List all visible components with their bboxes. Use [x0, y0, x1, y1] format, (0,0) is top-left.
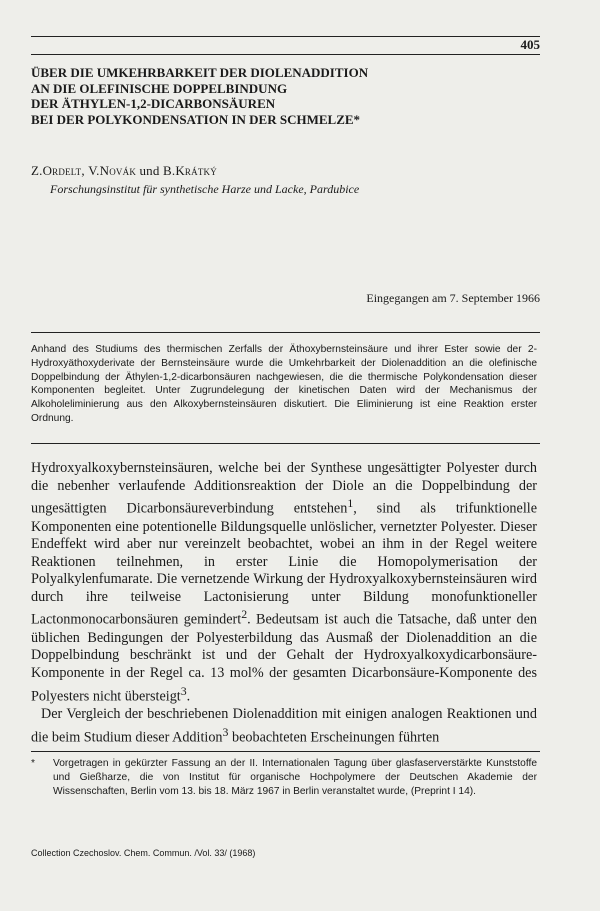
citation-ref: 3	[222, 724, 229, 739]
abstract-rule-bottom	[31, 443, 540, 444]
author-name: V.Novák	[88, 163, 137, 178]
text-run: Der Vergleich der beschriebenen Diolenaddition mit einigen analogen Reaktionen und die beim Studium dieser Addition	[31, 705, 537, 746]
body-paragraph	[31, 460, 537, 706]
affiliation: Forschungsinstitut für synthetische Harze und Lacke, Pardubice	[50, 182, 360, 196]
footnote-rule	[31, 751, 540, 752]
title-line: AN DIE OLEFINISCHE DOPPELBINDUNG	[31, 80, 288, 96]
text-run: .	[186, 688, 191, 705]
text-run: beobachteten Erscheinungen führten	[228, 729, 440, 746]
header-rule-bottom	[31, 54, 540, 55]
page-number: 405	[520, 37, 540, 52]
title-line: BEI DER POLYKONDENSATION IN DER SCHMELZE*	[31, 111, 361, 127]
text-run: Hydroxyalkoxybernsteinsäuren, welche bei der Synthese ungesättigter Polyester durch die nebenher verlaufende Additionsreaktion der Diole an die Doppelbindung der ungesättigten Dicarbonsäureverbindung entstehen	[31, 460, 537, 517]
received-date: Eingegangen am 7. September 1966	[366, 291, 540, 305]
title-line: ÜBER DIE UMKEHRBARKEIT DER DIOLENADDITION	[31, 65, 369, 80]
citation-ref: 2	[241, 607, 248, 622]
author-name: Z.Ordelt	[31, 163, 82, 178]
article-title	[31, 65, 531, 127]
citation-ref: 3	[180, 683, 187, 698]
text-run: , sind als trifunktionelle Komponenten eine potentionelle Bildungsquelle unlöslicher, vernetzter Polyester. Dieser Endeffekt wird aber nur vereinzelt beobachtet, wobei an ihm in der Regel weitere Reaktionen teilnehmen, in erster Linie die Homopolymerisation der Polyalkylenfumarate. Die vernetzende Wirkung der Hydroxyalkoxybernsteinsäuren wird durch ihre teilweise Lactonisierung unter Bildung monofunktioneller Lactonmonocarbonsäuren gemindert	[31, 500, 537, 629]
author-separator: ,	[81, 163, 89, 178]
journal-reference: Collection Czechoslov. Chem. Commun. /Vol. 33/ (1968)	[31, 848, 256, 858]
footnote-text: Vorgetragen in gekürzter Fassung an der II. Internationalen Tagung über glasfaserverstärkte Kunststoffe und Gießharze, die von Institut für organische Hochpolymere der Deutschen Akademie der Wissenschaften, Berlin vom 13. bis 18. März 1967 in Berlin veranstaltet wurde, (Preprint I 14).	[53, 758, 537, 797]
header-rule-top	[31, 36, 540, 37]
body-text	[31, 460, 537, 747]
footnote-mark: *	[31, 758, 35, 769]
abstract-rule-top	[31, 332, 540, 333]
author-list	[31, 163, 217, 179]
title-line: DER ÄTHYLEN-1,2-DICARBONSÄUREN	[31, 96, 276, 111]
abstract: Anhand des Studiums des thermischen Zerfalls der Äthoxybernsteinsäure und ihrer Ester sowie der 2-Hydroxyäthoxyderivate der Bernsteinsäure wurde die Umkehrbarkeit der Diolenaddition an die olefinische Doppelbindung der Äthylen-1,2-dicarbonsäuren nachgewiesen, die die thermische Polykondensation dieser Komponenten begleitet. Unter Zugrundelegung der kinetischen Daten wird der Mechanismus der Alkoholeliminierung aus den Alkoxybernsteinsäuren diskutiert. Die Eliminierung ist eine Reaktion erster Ordnung.	[31, 344, 537, 424]
author-separator: und	[136, 163, 164, 178]
text-run: . Bedeutsam ist auch die Tatsache, daß unter den üblichen Bedingungen der Polyesterbildung das Ausmaß der Diolenaddition an die Doppelbindung beschränkt ist und der Gehalt der Hydroxyalkoxydicarbonsäure-Komponente in der Regel ca. 13 mol% der gesamten Dicarbonsäure-Komponente des Polyesters nicht übersteigt	[31, 612, 537, 705]
author-name: B.Krátký	[163, 163, 217, 178]
footnote	[31, 757, 537, 799]
citation-ref: 1	[347, 496, 354, 511]
body-paragraph	[31, 706, 537, 747]
